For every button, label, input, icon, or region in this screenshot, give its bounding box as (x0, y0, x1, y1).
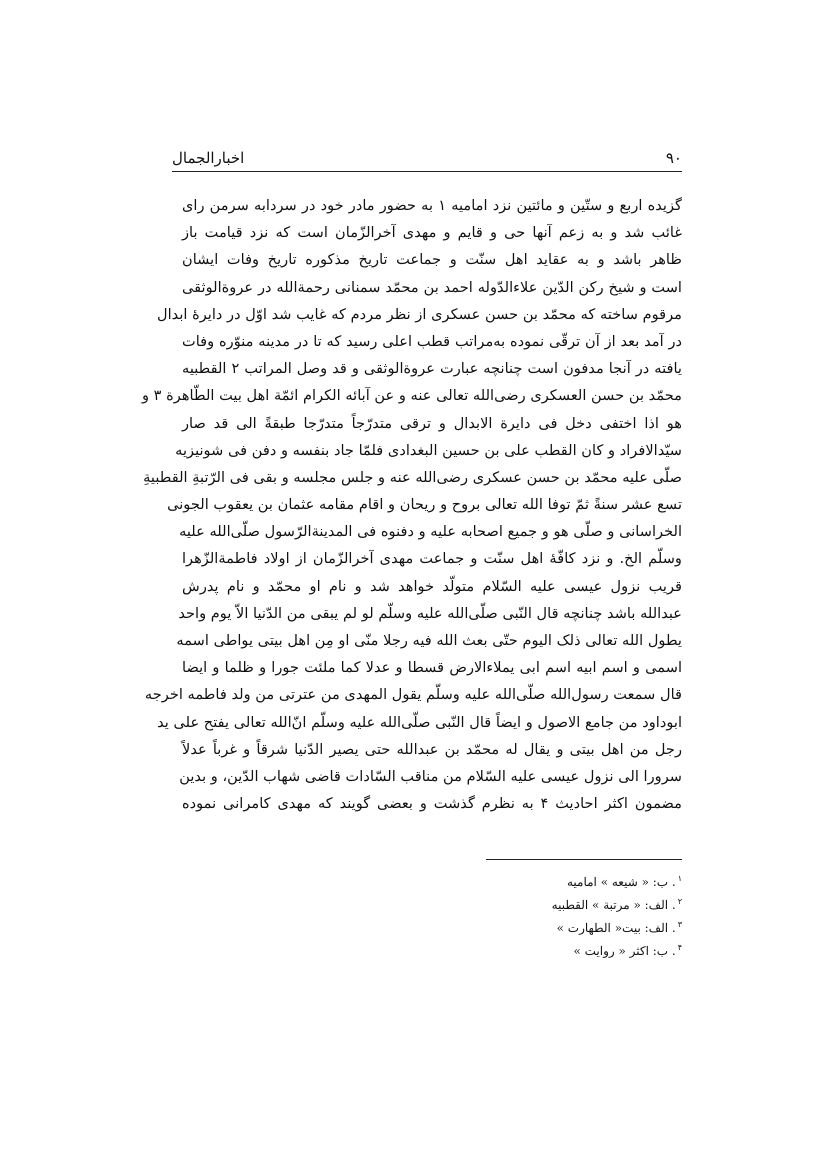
body-line: یافته در آنجا مدفون است چنانچه عبارت عروةالوثقی و قد وصل المراتب ۲ القطبیه (182, 360, 682, 378)
body-line: اسمی و اسم ابیه اسم ابی یملاءالارض قسطا و عدلا کما ملئت جورا و ظلما و ایضا (182, 659, 682, 677)
footnote-text: . الف: بیت« الطهارت » (556, 921, 676, 935)
body-line: ابوداود من جامع الاصول و ایضاً قال النّبی صلّی‌الله علیه وسلّم انّ‌الله تعالی یفتح علی ید (157, 713, 682, 731)
page-number: ۹۰ (665, 149, 682, 167)
body-line: سرورا الی نزول عیسی علیه السّلام من مناقب السّادات قاضی شهاب الدّین، و بدین (179, 767, 682, 785)
footnote-text: . ب: « شیعه » امامیه (566, 875, 676, 889)
body-line: ظاهر باشد و به عقاید اهل سنّت و جماعت تاریخ مذکوره تاریخ وفات ایشان (182, 251, 682, 269)
body-line: وسلّم الخ. و نزد کافّهٔ اهل سنّت و جماعت مهدی آخرالزّمان از اولاد فاطمةالزّهرا (182, 550, 682, 568)
body-line: مرقوم ساخته که محمّد بن حسن عسکری از نظر مردم که غایب شد اوّل در دایرۀ ابدال (157, 305, 682, 323)
body-line: گزیده اربع و ستّین و مائتین نزد امامیه ۱ به حضور مادر خود در سردابه سرمن رای (182, 197, 682, 214)
footnote-number: ۴ (677, 943, 682, 952)
body-line: الخراسانی و صلّی هو و جمیع اصحابه علیه و دفنوه فی المدینةالرّسول صلّی‌الله علیه (179, 523, 682, 541)
footnote (380, 913, 682, 936)
body-line: محمّد بن حسن العسکری رضی‌الله تعالی عنه و عن آبائه الکرام ائمّة اهل بیت الطّاهرة ۳ و (141, 387, 682, 405)
footnote (380, 936, 682, 959)
body-text (141, 192, 682, 817)
body-line: عبدالله باشد چنانچه قال النّبی صلّی‌الله علیه وسلّم لو لم یبقی من الدّنیا الاّ یوم واحد (178, 604, 682, 622)
body-line: صلّی علیه محمّد بن حسن عسکری رضی‌الله عنه و جلس مجلسه و بقی فی الرّتبةِ القطبیةِ (143, 468, 682, 486)
body-line: قال سمعت رسول‌الله صلّی‌الله علیه وسلّم یقول المهدی من عترتی من ولد فاطمه اخرجه (144, 686, 682, 704)
footnote (380, 890, 682, 913)
footnotes (380, 867, 682, 959)
running-title: اخبارالجمال (172, 149, 245, 167)
body-line: رجل من اهل بیتی و یقال له محمّد بن عبدالله حتی یصیر الدّنیا شرقاً و غرباً عدلاً (182, 740, 682, 758)
page-header (172, 147, 682, 172)
body-line: مضمون اکثر احادیث ۴ به نظرم گذشت و بعضی گویند که مهدی کامرانی نموده (182, 795, 682, 813)
footnote-number: ۳ (677, 920, 682, 929)
footnote-text: . الف: « مرتبة » القطبیه (551, 898, 676, 912)
footnote-number: ۲ (677, 897, 682, 906)
body-line: است و شیخ رکن الدّین علاءالدّوله احمد بن محمّد سمنانی رحمةالله در عروةالوثقی (182, 278, 682, 296)
body-line: تسع عشر سنةً ثمّ توفا الله تعالی بروح و ریحان و اقام مقامه عثمان بن یعقوب الجونی (167, 496, 682, 514)
body-line: در آمد بعد از آن ترقّی نموده به‌مراتب قطب اعلی رسید که تا در مدینه منوّره وفات (182, 332, 682, 350)
footnote-text: . ب: اکثر « روایت » (573, 944, 676, 958)
footnote (380, 867, 682, 890)
body-line: غائب شد و به زعم آنها حی و قایم و مهدی آخرالزّمان است که نزد قیامت باز (182, 224, 682, 242)
body-line: هو اذا اختفی دخل فی دایرة الابدال و ترقی متدرّجاً متدرّجا طبقةً الی قد صار (182, 414, 682, 432)
body-line: یطول الله تعالی ذلک الیوم حتّی بعث الله فیه رجلا منّی او مِن اهل بیتی یواطی اسمه (176, 632, 682, 649)
body-line: قریب نزول عیسی علیه السّلام متولّد خواهد شد و نام او محمّد و نام پدرش (182, 577, 682, 595)
footnote-separator (486, 859, 682, 860)
body-line: سیّدالافراد و کان القطب علی بن حسین البغدادی فلمّا جاد بنفسه و دفن فی شونیزیه (175, 441, 682, 459)
footnote-number: ۱ (677, 874, 682, 883)
